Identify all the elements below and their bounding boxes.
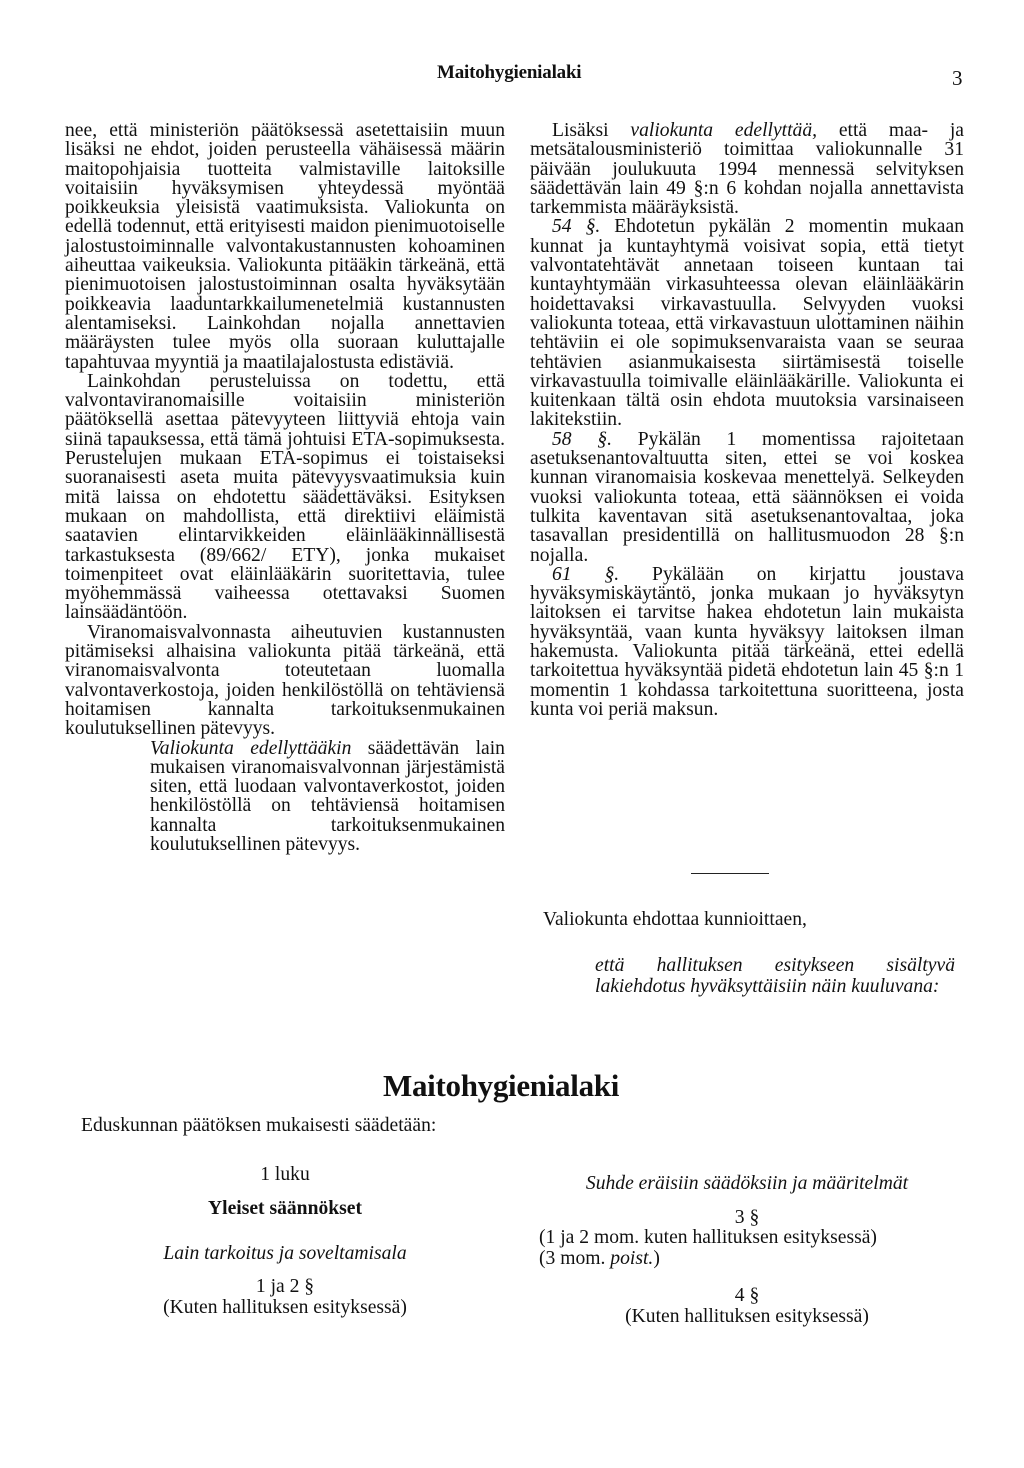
right-paragraph-1 [530, 121, 964, 217]
section-58-ref: 58 §. [552, 428, 612, 450]
section-61-ref: 61 §. [552, 563, 620, 585]
section-54-text: Ehdotetun pykälän 2 momentin mukaan kunnat ja kuntayhtymä voisivat sopia, että tietyt valvontatehtävät annetaan toiseen kuntaan tai kuntayhtymään virkasuhteessa olevan eläinlääkärin hoidettavaksi virkavastuulla. Selvyyden vuoksi valiokunta toteaa, että virkavastuun ulottaminen näihin tehtäviin ei ole sopimuksenvaraista vaan se seuraa tehtävien asianmukaisesta siirtämisestä toiselle virkavastuulla toimivalle eläinlääkärille. Valiokunta ei kuitenkaan tältä osin ehdota muutoksia varsinaiseen lakitekstiin. [530, 216, 964, 431]
subheading-relations-definitions: Suhde eräisiin säädöksiin ja määritelmät [585, 1173, 909, 1194]
section-3-note-2-post: ) [653, 1247, 660, 1269]
emphasis-requirement-2: valiokunta edellyttää, [630, 120, 818, 141]
left-paragraph-2: Lainkohdan perusteluissa on todettu, että valvontaviranomaisille voitaisiin ministeriön päätöksellä asettaa pätevyyteen liittyviä ehtoja vain siinä tapauksessa, että tämä johtuisi ETA-sopimuksesta. Perustelujen mukaan ETA-sopimus ei toistaiseksi suoranaisesti aseta muita pätevyysvaatimuksia kuin mitä laissa on ehdotettu säädettäväksi. Esityksen mukaan on mahdollista, että direktiivi eläimistä saatavien elintarvikkeiden eläinlääkinnällisestä tarkastuksesta (89/662/ ETY), jonka mukaiset toimenpiteet ovat eläinlääkärin suoritettavia, tulee myöhemmässä vaiheessa otettavaksi Suomen lainsäädäntöön. [65, 370, 505, 624]
sections-1-2-heading: 1 ja 2 § [255, 1276, 315, 1297]
proposal-statement: että hallituksen esitykseen sisältyvä lakiehdotus hyväksyttäisiin näin kuuluvana: [595, 955, 955, 997]
chapter-title: Yleiset säännökset [207, 1198, 363, 1219]
section-3-note-2 [539, 1249, 877, 1270]
closing-statement: Valiokunta ehdottaa kunnioittaen, [543, 909, 807, 930]
section-3-heading: 3 § [734, 1207, 760, 1228]
running-title: Maitohygienialaki [437, 62, 582, 83]
section-3-notes [539, 1228, 877, 1269]
left-paragraph-1: nee, että ministeriön päätöksessä asetettaisiin muun lisäksi ne ehdot, joiden perusteella vähäisessä määrin maitopohjaisia tuotteita valmistaville laitoksille voitaisiin hyväksymisen yhteydessä myöntää poikkeuksia yleisistä vaatimuksista. Valiokunta on edellä todennut, että erityisesti maidon pienimuotoiselle jalostustoiminnalle valvontakustannusten kohoaminen aiheuttaa vaikeuksia. Valiokunta pitääkin tärkeänä, että pienimuotoisen jalostustoiminnan osalta hyväksytään poikkeavia laaduntarkkailumenetelmiä kustannusten alentamiseksi. Lainkohdan nojalla annettavien määräysten tulee myös olla suoraan kuluttajalle tapahtuvaa myyntiä ja maatilajalostusta edistäviä. [65, 120, 505, 373]
section-3-note-1: (1 ja 2 mom. kuten hallituksen esityksessä) [539, 1227, 877, 1248]
emphasis-requirement: Valiokunta edellyttääkin [150, 737, 352, 759]
right-paragraph-1-post: että maa- ja metsätalousministeriö toimittaa valiokunnalle 31 päivään joulukuuta 1994 mennessä selvityksen säädettävän lain 49 §:n 6 kohdan nojalla annettavista tarkemmista määräyksistä. [530, 120, 964, 219]
page-number: 3 [952, 66, 963, 90]
section-divider [691, 873, 769, 874]
section-54-ref: 54 §. [552, 216, 601, 238]
left-paragraph-3: Viranomaisvalvonnasta aiheutuvien kustannusten pitämiseksi alhaisina valiokunta pitää tärkeänä, että viranomaisvalvonta toteutetaan luomalla valvontaverkostoja, joiden henkilöstöllä on tehtäviensä hoitamisen kannalta tarkoituksenmukainen koulutuksellinen pätevyys. [65, 621, 505, 740]
right-column [530, 121, 964, 719]
section-61-paragraph [530, 565, 964, 719]
section-4-note: (Kuten hallituksen esityksessä) [625, 1306, 869, 1327]
section-58-paragraph [530, 430, 964, 565]
left-paragraph-4-text: säädettävän lain mukaisen viranomaisvalvonnan järjestämistä siten, että luodaan valvontaverkostot, joiden henkilöstöllä on tehtäviensä hoitamisen kannalta tarkoituksenmukainen koulutuksellinen pätevyys. [150, 737, 505, 855]
subheading-purpose-scope: Lain tarkoitus ja soveltamisala [163, 1243, 407, 1264]
section-61-text: Pykälään on kirjattu joustava hyväksymiskäytäntö, jonka mukaan jo hyväksytyn laitoksen ei tarvitse hakea ehdotetun lain mukaista hyväksyntää, vaan kunta hyväksyy laitoksen ilman hakemusta. Valiokunta pitää tärkeänä, ettei edellä tarkoitettua hyväksyntää pidetä ehdotetun lain 45 §:n 1 momentin 1 kohdassa tarkoitettuna suoritteena, josta kunta voi periä maksun. [530, 563, 964, 720]
left-column [65, 121, 505, 854]
sections-1-2-note: (Kuten hallituksen esityksessä) [163, 1297, 407, 1318]
section-4-heading: 4 § [734, 1285, 760, 1306]
left-paragraph-4 [150, 739, 505, 855]
section-58-text: Pykälän 1 momentissa rajoitetaan asetuksenantovaltuutta siten, ettei se voi koskea kunnan viranomaisia koskevaa menettelyä. Selkeyden vuoksi valiokunta toteaa, että säännöksen ei voida tulkita kaventavan sitä asetuksenantovaltaa, joka tasavallan presidentillä on hallitusmuodon 28 §:n nojalla. [530, 428, 965, 566]
section-54-paragraph [530, 217, 964, 429]
chapter-number: 1 luku [260, 1164, 310, 1185]
enacting-clause: Eduskunnan päätöksen mukaisesti säädetään: [81, 1115, 437, 1136]
right-paragraph-1-pre: Lisäksi [552, 120, 631, 141]
section-3-note-2-pre: (3 mom. [539, 1247, 611, 1269]
section-3-note-2-removed: poist. [610, 1247, 654, 1269]
law-title: Maitohygienialaki [383, 1068, 620, 1103]
